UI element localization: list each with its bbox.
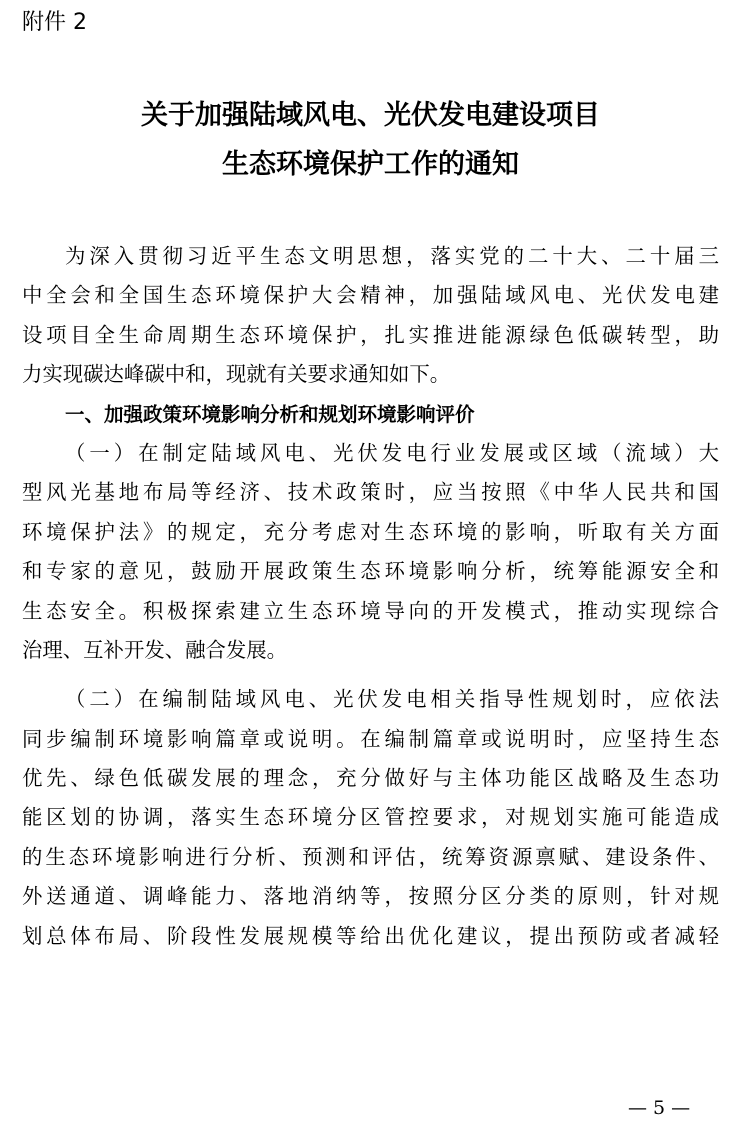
intro-paragraph [22,237,719,395]
text-line: 同步编制环境影响篇章或说明。在编制篇章或说明时，应坚持生态 [22,726,719,751]
text-line: 优先、绿色低碳发展的理念，充分做好与主体功能区战略及生态功 [22,766,719,791]
text-line: 力实现碳达峰碳中和，现就有关要求通知如下。 [22,362,451,387]
text-line: 治理、互补开发、融合发展。 [22,637,288,662]
text-line: 型风光基地布局等经济、技术政策时，应当按照《中华人民共和国 [22,480,719,505]
text-line: 中全会和全国生态环境保护大会精神，加强陆域风电、光伏发电建 [22,283,719,308]
document-body [22,237,719,956]
title-line-1: 关于加强陆域风电、光伏发电建设项目 [141,100,600,131]
text-line: （二）在编制陆域风电、光伏发电相关指导性规划时，应依法 [65,687,719,712]
text-line: 生态安全。积极探索建立生态环境导向的开发模式，推动实现综合 [22,598,719,623]
text-line: 为深入贯彻习近平生态文明思想，落实党的二十大、二十届三 [65,244,719,268]
text-line: 划总体布局、阶段性发展规模等给出优化建议，提出预防或者减轻 [22,923,719,948]
paragraph-gap [22,670,719,680]
text-line: 设项目全生命周期生态环境保护，扎实推进能源绿色低碳转型，助 [22,322,719,347]
text-line: 能区划的协调，落实生态环境分区管控要求，对规划实施可能造成 [22,805,719,830]
text-line: 外送通道、调峰能力、落地消纳等，按照分区分类的原则，针对规 [22,884,719,909]
text-line: 和专家的意见，鼓励开展政策生态环境影响分析，统筹能源安全和 [22,559,719,584]
document-title [0,91,741,189]
section-heading: 一、加强政策环境影响分析和规划环境影响评价 [65,402,475,426]
text-line: 环境保护法》的规定，充分考虑对生态环境的影响，听取有关方面 [22,519,719,544]
text-line: （一）在制定陆域风电、光伏发电行业发展或区域（流域）大 [65,440,719,465]
page-number: — 5 — [628,1097,691,1119]
item-2-paragraph [22,680,719,956]
item-1-paragraph [22,434,719,670]
attachment-label: 附件 2 [22,10,87,35]
text-line: 的生态环境影响进行分析、预测和评估，统筹资源禀赋、建设条件、 [22,844,719,869]
title-line-2: 生态环境保护工作的通知 [222,149,519,180]
